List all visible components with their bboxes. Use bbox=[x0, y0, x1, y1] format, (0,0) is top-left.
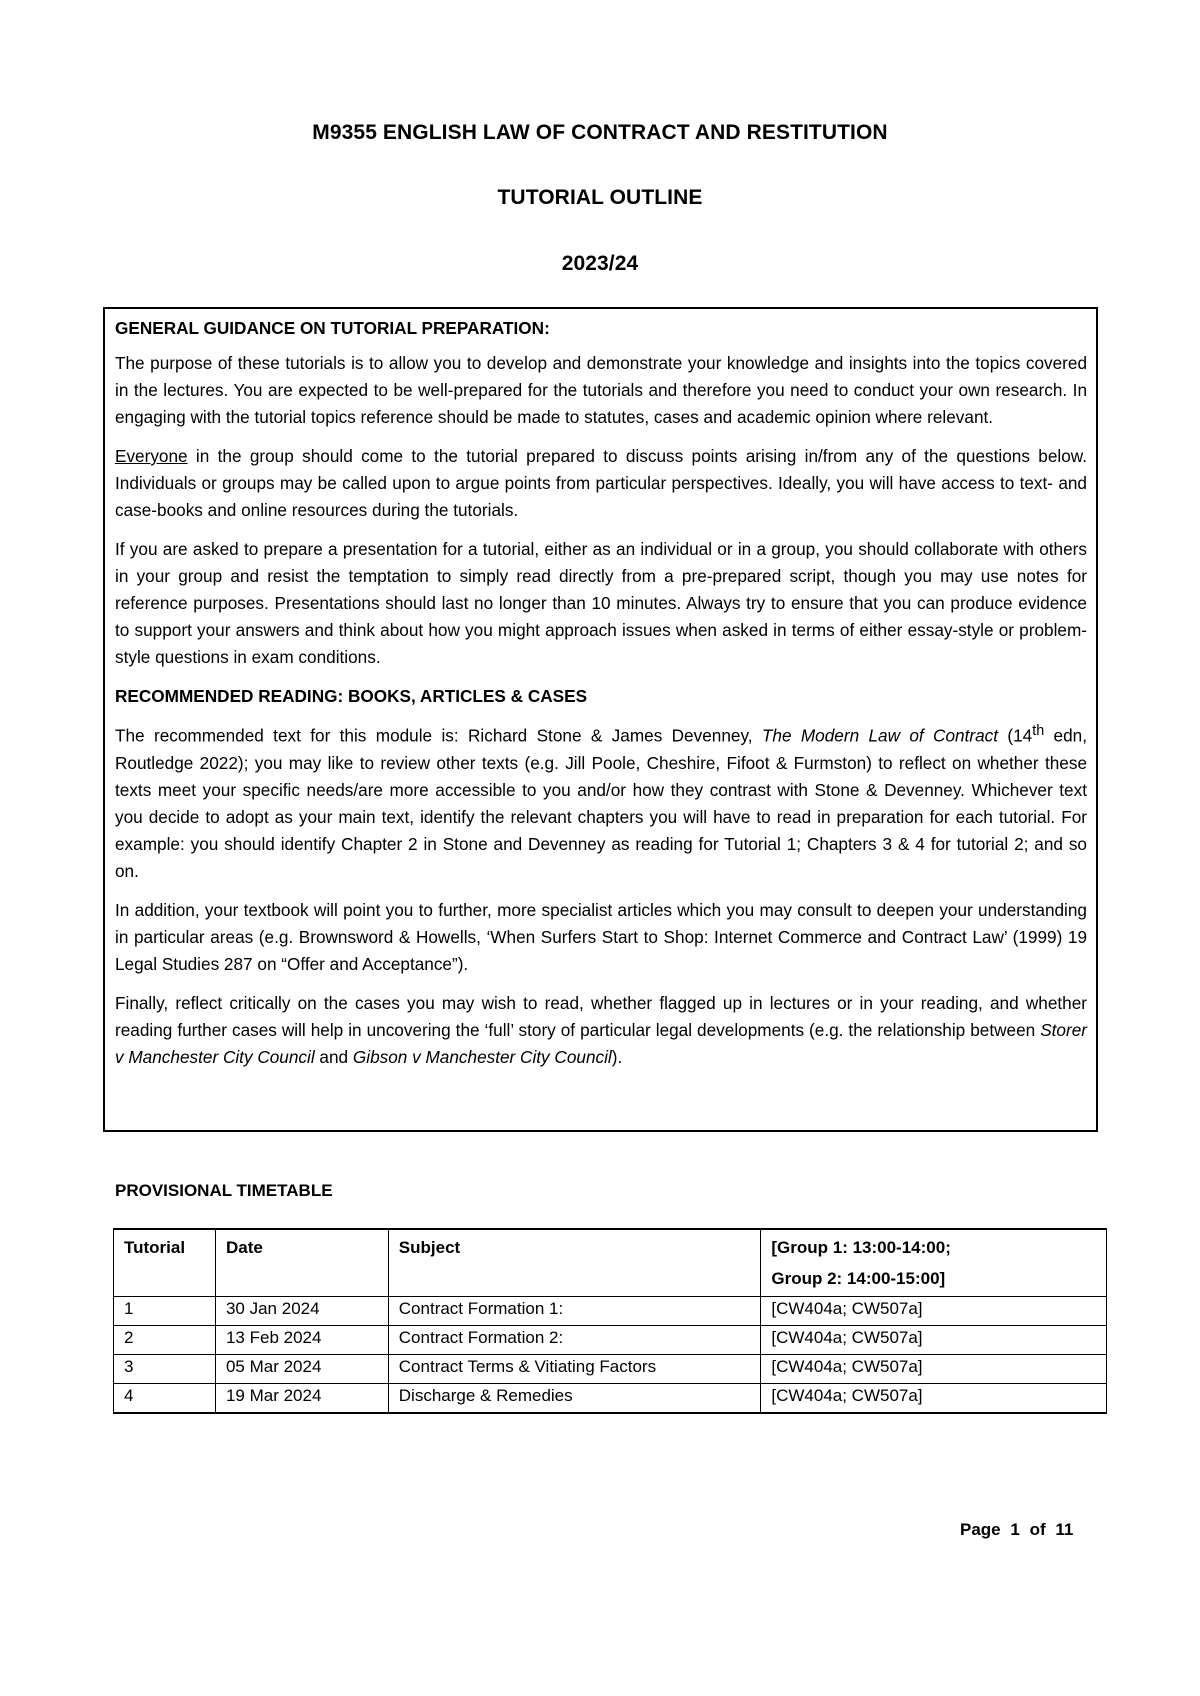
cell-date: 13 Feb 2024 bbox=[215, 1326, 388, 1355]
cell-room: [CW404a; CW507a] bbox=[761, 1326, 1107, 1355]
reading-paragraph-cases bbox=[115, 990, 1087, 1071]
guidance-heading: GENERAL GUIDANCE ON TUTORIAL PREPARATION: bbox=[115, 318, 550, 338]
table-row bbox=[114, 1326, 1107, 1355]
everyone-rest: in the group should come to the tutorial prepared to discuss points arising in/from any of the questions below. Individuals or groups may be called upon to argue points from particular perspectives. Ideally, you will have access to text- and case-books and online resources during the tutorials. bbox=[115, 446, 1087, 520]
col-subject: Subject bbox=[388, 1229, 761, 1297]
timetable-heading: PROVISIONAL TIMETABLE bbox=[115, 1181, 333, 1200]
timetable-header-row bbox=[114, 1229, 1107, 1297]
total-pages: 11 bbox=[1055, 1520, 1074, 1539]
reading-heading: RECOMMENDED READING: BOOKS, ARTICLES & CASES bbox=[115, 686, 588, 706]
col-date: Date bbox=[215, 1229, 388, 1297]
case-gibson: Gibson v Manchester City Council bbox=[352, 1046, 612, 1067]
cell-date: 19 Mar 2024 bbox=[215, 1384, 388, 1413]
col-groups bbox=[761, 1229, 1107, 1297]
page-number bbox=[960, 1520, 1073, 1540]
document-title: TUTORIAL OUTLINE bbox=[497, 186, 703, 209]
case-storer: Storer v Manchester City Council bbox=[115, 1019, 1087, 1067]
cell-tutorial: 1 bbox=[114, 1297, 216, 1326]
reading-paragraph-textbook bbox=[115, 718, 1087, 885]
cases-and: and bbox=[314, 1046, 353, 1067]
guidance-paragraph-presentation: If you are asked to prepare a presentation for a tutorial, either as an individual or in a group, you should collaborate with others in your group and resist the temptation to simply read directly from a pre-prepared script, though you may use notes for reference purposes. Presentations should last no longer than 10 minutes. Always try to ensure that you can produce evidence to support your answers and think about how you might approach issues when asked in terms of either essay-style or problem-style questions in exam conditions. bbox=[115, 539, 1087, 667]
cell-subject: Contract Formation 1: bbox=[388, 1297, 761, 1326]
cell-room: [CW404a; CW507a] bbox=[761, 1297, 1107, 1326]
textbook-title: The Modern Law of Contract bbox=[761, 725, 999, 746]
reading-paragraph-articles: In addition, your textbook will point you to further, more specialist articles which you may consult to deepen your understanding in particular areas (e.g. Brownsword & Howells, ‘When Surfers Start to Shop: Internet Commerce and Contract Law’ (1999) 19 Legal Studies 287 on “Offer and Acceptance”). bbox=[115, 899, 1087, 974]
textbook-edition: (14 bbox=[998, 725, 1033, 746]
cases-end: ). bbox=[611, 1046, 623, 1067]
cell-room: [CW404a; CW507a] bbox=[761, 1384, 1107, 1413]
table-row bbox=[114, 1297, 1107, 1326]
guidance-box bbox=[103, 307, 1098, 1132]
everyone-underlined: Everyone bbox=[115, 446, 188, 466]
timetable-table bbox=[113, 1228, 1107, 1414]
table-row bbox=[114, 1355, 1107, 1384]
cell-subject: Contract Terms & Vitiating Factors bbox=[388, 1355, 761, 1384]
academic-year: 2023/24 bbox=[561, 252, 639, 275]
textbook-intro: The recommended text for this module is: Richard Stone & James Devenney, bbox=[115, 725, 762, 746]
table-row bbox=[114, 1384, 1107, 1413]
current-page: 1 bbox=[1010, 1520, 1020, 1539]
guidance-paragraph-everyone bbox=[115, 443, 1087, 524]
cell-tutorial: 2 bbox=[114, 1326, 216, 1355]
cell-room: [CW404a; CW507a] bbox=[761, 1355, 1107, 1384]
cell-tutorial: 4 bbox=[114, 1384, 216, 1413]
cell-subject: Contract Formation 2: bbox=[388, 1326, 761, 1355]
col-group-2: Group 2: 14:00-15:00] bbox=[771, 1269, 946, 1288]
col-tutorial: Tutorial bbox=[114, 1229, 216, 1297]
edition-superscript: th bbox=[1032, 723, 1045, 739]
cell-date: 05 Mar 2024 bbox=[215, 1355, 388, 1384]
course-title: M9355 ENGLISH LAW OF CONTRACT AND RESTITUTION bbox=[312, 121, 888, 144]
cell-date: 30 Jan 2024 bbox=[215, 1297, 388, 1326]
page-label: Page bbox=[960, 1520, 1001, 1539]
cases-intro: Finally, reflect critically on the cases you may wish to read, whether flagged up in lectures or in your reading, and whether reading further cases will help in uncovering the ‘full’ story of particular legal developments (e.g. the relationship between bbox=[115, 992, 1087, 1040]
cell-subject: Discharge & Remedies bbox=[388, 1384, 761, 1413]
cell-tutorial: 3 bbox=[114, 1355, 216, 1384]
guidance-paragraph-purpose: The purpose of these tutorials is to allow you to develop and demonstrate your knowledge and insights into the topics covered in the lectures. You are expected to be well-prepared for the tutorials and therefore you need to conduct your own research. In engaging with the tutorial topics reference should be made to statutes, cases and academic opinion where relevant. bbox=[115, 353, 1087, 427]
col-group-1: [Group 1: 13:00-14:00; bbox=[771, 1238, 951, 1257]
textbook-rest: edn, Routledge 2022); you may like to review other texts (e.g. Jill Poole, Cheshire, Fifoot & Furmston) to reflect on whether these texts meet your specific needs/are more accessible to you and/or how they contrast with Stone & Devenney. Whichever text you decide to adopt as your main text, identify the relevant chapters you will have to read in preparation for each tutorial. For example: you should identify Chapter 2 in Stone and Devenney as reading for Tutorial 1; Chapters 3 & 4 for tutorial 2; and so on. bbox=[115, 725, 1087, 881]
of-label: of bbox=[1029, 1520, 1046, 1539]
